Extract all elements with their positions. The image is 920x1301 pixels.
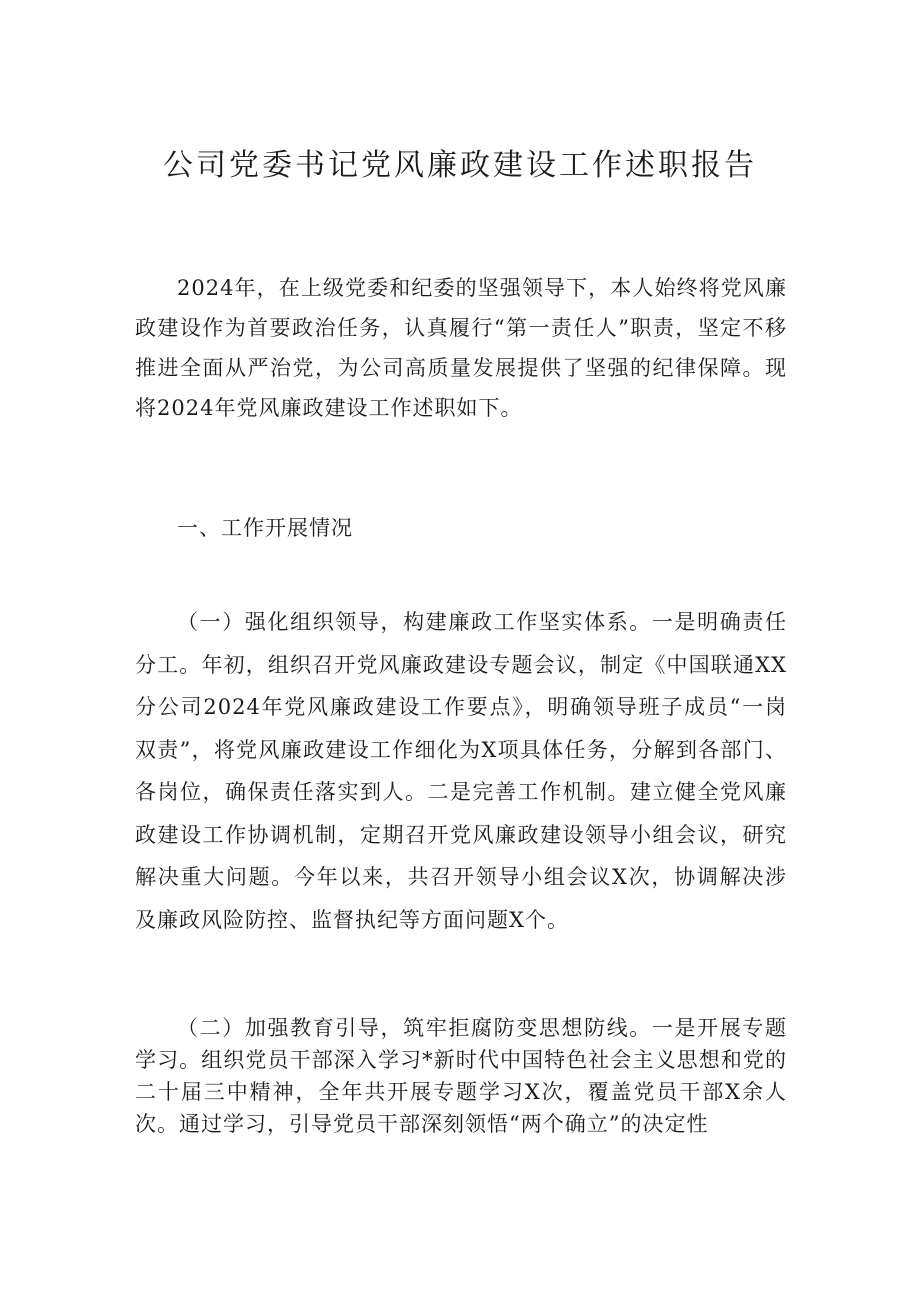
document-title: 公司党委书记党风廉政建设工作述职报告 <box>163 148 757 183</box>
intro-paragraph: 2024年，在上级党委和纪委的坚强领导下，本人始终将党风廉政建设作为首要政治任务，认真履行“第一责任人”职责，坚定不移推进全面从严治党，为公司高质量发展提供了坚强的纪律保障。现将2024年党风廉政建设工作述职如下。 <box>135 276 787 420</box>
section1-paragraph: （一）强化组织领导，构建廉政工作坚实体系。一是明确责任分工。年初，组织召开党风廉政建设专题会议，制定《中国联通XX分公司2024年党风廉政建设工作要点》，明确领导班子成员“一岗双责”，将党风廉政建设工作细化为X项具体任务，分解到各部门、各岗位，确保责任落实到人。二是完善工作机制。建立健全党风廉政建设工作协调机制，定期召开党风廉政建设领导小组会议，研究解决重大问题。今年以来，共召开领导小组会议X次，协调解决涉及廉政风险防控、监督执纪等方面问题X个。 <box>135 610 787 932</box>
section-heading: 一、工作开展情况 <box>177 516 353 540</box>
section2-paragraph: （二）加强教育引导，筑牢拒腐防变思想防线。一是开展专题学习。组织党员干部深入学习*新时代中国特色社会主义思想和党的二十届三中精神，全年共开展专题学习X次，覆盖党员干部X余人次。通过学习，引导党员干部深刻领悟“两个确立”的决定性 <box>135 1016 787 1136</box>
